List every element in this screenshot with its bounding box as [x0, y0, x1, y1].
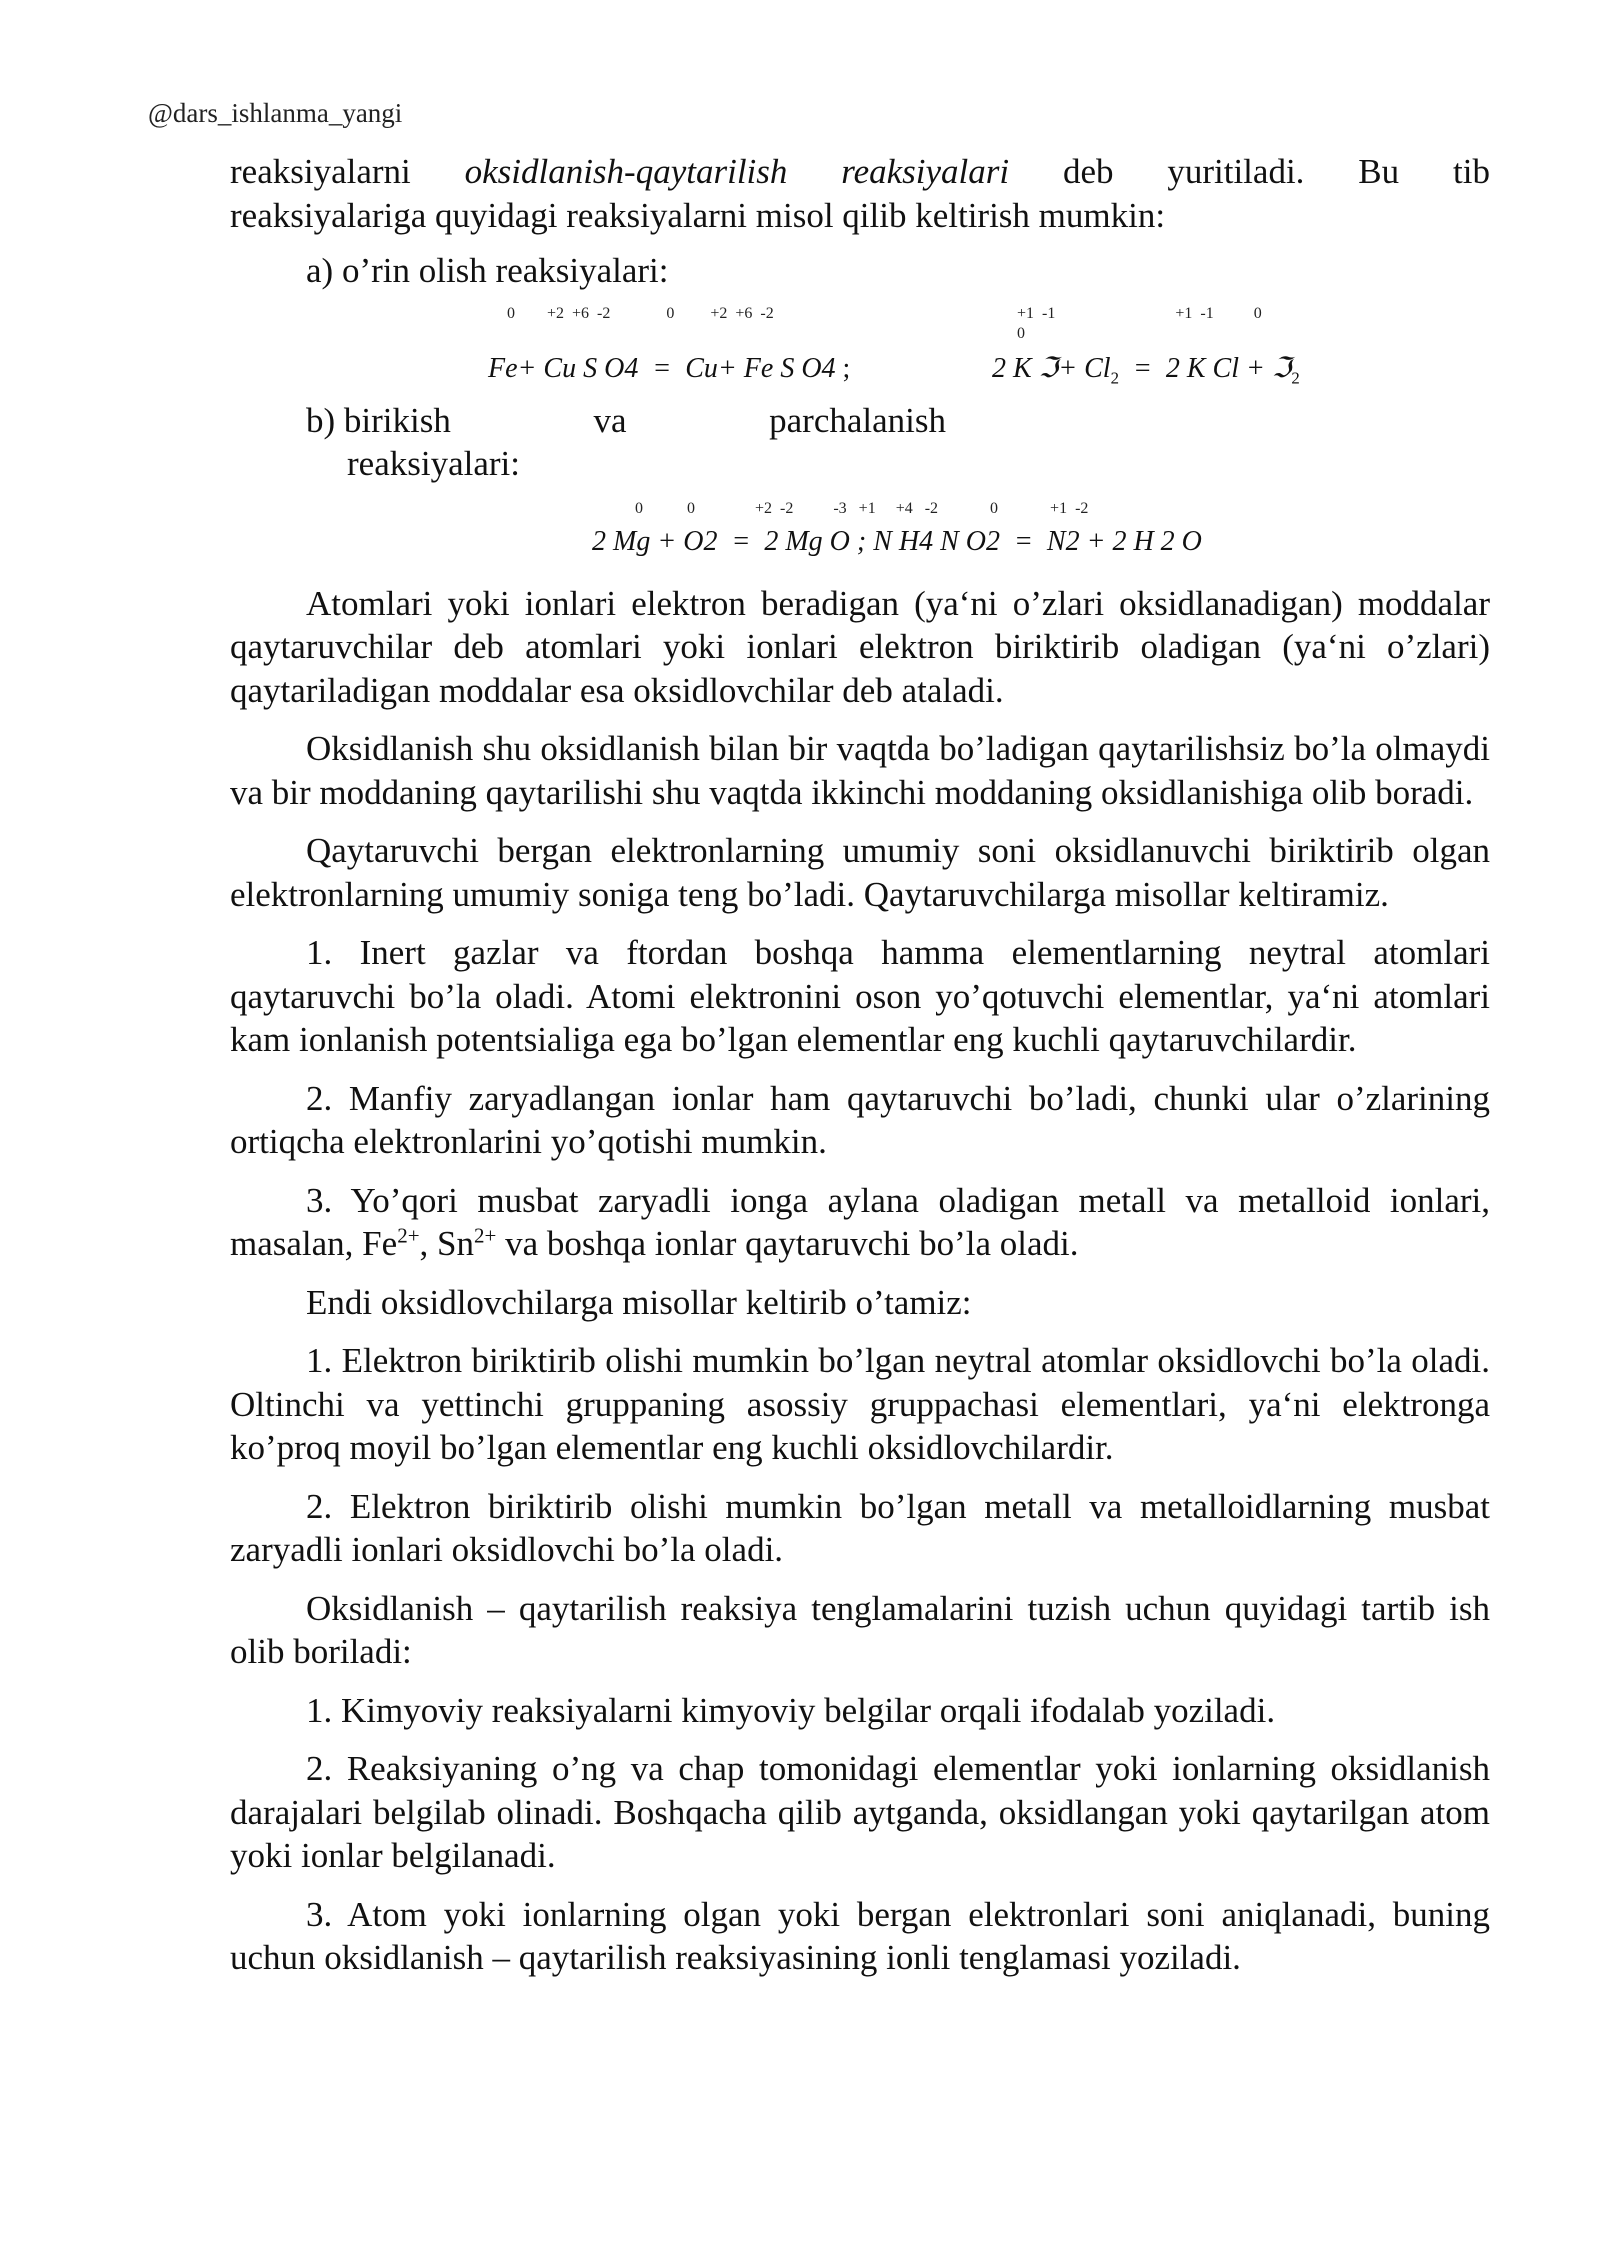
intro-line-1: [230, 150, 1490, 194]
equation-text: 2 Mg + O2 = 2 Mg O ; N H4 N O2 = N2 + 2 H 2 O: [592, 525, 1202, 557]
watermark-handle: @dars_ishlanma_yangi: [148, 98, 403, 128]
paragraph: 1. Inert gazlar va ftordan boshqa hamma elementlarning neytral atomlari qaytaruvchi bo’la oladi. Atomi elektronini oson yo’qotuvchi elementlar, ya‘ni atomlari kam ionlanish potentsialiga ega bo’lgan elementlar eng kuchli qaytaruvchilardir.: [230, 933, 1490, 1059]
paragraph: 1. Kimyoviy reaksiyalarni kimyoviy belgilar orqali ifodalab yoziladi.: [306, 1690, 1276, 1730]
paragraph: 1. Elektron biriktirib olishi mumkin bo’lgan neytral atomlar oksidlovchi bo’la oladi. Oltinchi va yettinchi gruppaning asossiy gruppachasi elementlari, ya‘ni elektronga ko’proq moyil bo’lgan elementlar eng kuchli oksidlovchilardir.: [230, 1341, 1490, 1467]
paragraph: Oksidlanish shu oksidlanish bilan bir vaqtda bo’ladigan qaytarilishsiz bo’la olmaydi va bir moddaning qaytarilishi shu vaqtda ikkinchi moddaning oksidlanishiga olib boradi.: [230, 729, 1490, 812]
equation-block-b: [230, 500, 1490, 574]
superscript: 2+: [397, 1223, 420, 1248]
oxidation-states-a-right: +1 -1 +1 -1 0: [1017, 304, 1262, 322]
document-body: [230, 150, 1490, 1995]
intro-word: Bu: [1358, 152, 1400, 191]
paragraph: 2. Elektron biriktirib olishi mumkin bo’lgan metall va metalloidlarning musbat zaryadli ionlari oksidlovchi bo’la oladi.: [230, 1486, 1490, 1569]
oxidation-states-b: 0 0 +2 -2 -3 +1 +4 -2 0 +1 -2: [635, 499, 1089, 517]
intro-word: reaksiyalarni: [230, 152, 411, 191]
paragraph: Oksidlanish – qaytarilish reaksiya tenglamalarini tuzish uchun quyidagi tartib ish olib boriladi:: [230, 1588, 1490, 1671]
item-b-word: parchalanish: [769, 400, 946, 440]
equation-text: 2 K ℑ+ Cl: [992, 352, 1111, 384]
equation-text: = 2 K Cl + ℑ: [1118, 352, 1292, 384]
intro-word: deb: [1062, 152, 1114, 191]
intro-term-italic: reaksiyalari: [841, 152, 1010, 191]
superscript: 2+: [474, 1223, 497, 1248]
intro-word: yuritiladi.: [1167, 152, 1305, 191]
item-a-label: a) o’rin olish reaksiyalari:: [306, 251, 669, 290]
intro-term-italic: oksidlanish-qaytarilish: [464, 152, 788, 191]
item-b-word: b) birikish: [306, 400, 451, 440]
equation-separator: ;: [835, 352, 851, 384]
equation-text: Fe+ Cu S O4 = Cu+ Fe S O4: [488, 352, 836, 384]
equation-a-left: [488, 347, 850, 391]
paragraph: Endi oksidlovchilarga misollar keltirib o’tamiz:: [306, 1282, 972, 1322]
paragraph: Qaytaruvchi bergan elektronlarning umumiy soni oksidlanuvchi biriktirib olgan elektronlarning umumiy soniga teng bo’ladi. Qaytaruvchilarga misollar keltiramiz.: [230, 831, 1490, 914]
item-b-word: va: [593, 400, 627, 440]
oxidation-state-a-extra: 0: [1017, 324, 1025, 342]
intro-word: tib: [1453, 152, 1490, 191]
paragraph-text: 3. Yo’qori musbat zaryadli ionga aylana oladigan metall va metalloid ionlari, masalan, Fe: [230, 1180, 1490, 1263]
item-b-label-line1: [230, 399, 946, 443]
paragraph-text: va boshqa ionlar qaytaruvchi bo’la oladi.: [496, 1224, 1079, 1263]
paragraph: 2. Reaksiyaning o’ng va chap tomonidagi elementlar yoki ionlarning oksidlanish darajalari belgilab olinadi. Boshqacha qilib aytganda, oksidlangan yoki qaytarilgan atom yoki ionlar belgilanadi.: [230, 1749, 1490, 1875]
item-b-label-line2: reaksiyalari:: [347, 444, 520, 483]
subscript: 2: [1291, 368, 1300, 388]
paragraph: [230, 1179, 1490, 1266]
intro-line-2: reaksiyalariga quyidagi reaksiyalarni misol qilib keltirish mumkin:: [230, 195, 1166, 235]
paragraph: Atomlari yoki ionlari elektron beradigan (ya‘ni o’zlari oksidlanadigan) moddalar qaytaruvchilar deb atomlari yoki ionlari elektron biriktirib oladigan (ya‘ni o’zlari) qaytariladigan moddalar esa oksidlovchilar deb ataladi.: [230, 583, 1490, 710]
paragraph: 3. Atom yoki ionlarning olgan yoki bergan elektronlari soni aniqlanadi, buning uchun oksidlanish – qaytarilish reaksiyasining ionli tenglamasi yoziladi.: [230, 1894, 1490, 1977]
equation-b: [592, 520, 1202, 564]
oxidation-states-a-left: 0 +2 +6 -2 0 +2 +6 -2: [507, 304, 774, 322]
equation-block-a: [230, 299, 1490, 395]
paragraph-text: , Sn: [419, 1224, 474, 1263]
paragraph: 2. Manfiy zaryadlangan ionlar ham qaytaruvchi bo’ladi, chunki ular o’zlarining ortiqcha elektronlarini yo’qotishi mumkin.: [230, 1078, 1490, 1161]
equation-a-right: [992, 347, 1300, 391]
subscript: 2: [1110, 368, 1119, 388]
